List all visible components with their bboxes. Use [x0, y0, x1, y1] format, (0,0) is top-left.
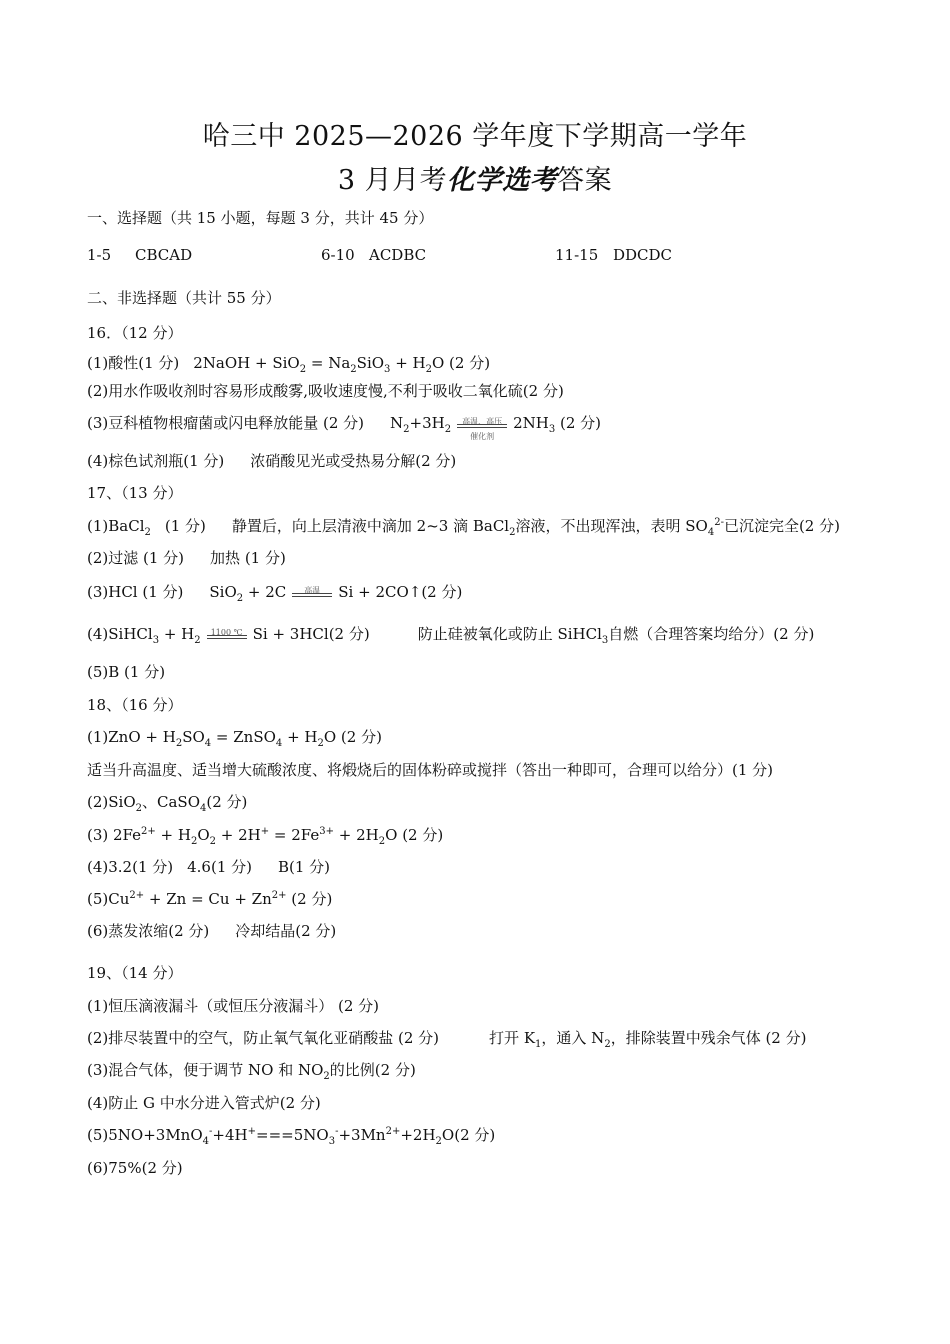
q19-line4: (4)防止 G 中水分进入管式炉(2 分) [87, 1094, 321, 1112]
title-prefix: 3 月月考 [337, 165, 448, 196]
equal-arrow-icon: 1100 ℃ [205, 625, 249, 645]
q18-line3: (2)SiO$_2$、CaSO$_4$(2 分) [87, 793, 248, 814]
q19-line6: (6)75%(2 分) [87, 1159, 183, 1177]
q17-line4: (4)SiHCl$_3$ + $H_2$ 1100 ℃ Si + 3HCl(2 分) 防止硅被氧化或防止 SiHCl$_3$自燃（合理答案均给分）(2 分) [87, 625, 815, 646]
q16-line1: (1)酸性(1 分) 2NaOH + $SiO_2 = Na_2SiO_3 + H_2O$ (2 分) [87, 354, 491, 375]
q17-line2: (2)过滤 (1 分) 加热 (1 分) [87, 549, 286, 567]
q16-heading: 16．（12 分） [87, 324, 183, 342]
q17-heading: 17、（13 分） [87, 484, 183, 502]
q16-line3: (3)豆科植物根瘤菌或闪电释放能量 (2 分) $N_2+3H_2$ 高温、高压 催化剂 $2NH_3$ (2 分) [87, 414, 602, 441]
document-title-line1: 哈三中 2025—2026 学年度下学期高一学年 [202, 121, 748, 152]
section1-heading: 一、选择题（共 15 小题，每题 3 分，共计 45 分） [87, 209, 434, 227]
q17-line5: (5)B (1 分) [87, 663, 166, 681]
title-suffix: 答案 [557, 165, 613, 196]
q18-line1: $(1)ZnO + H_2SO_4$ = ZnSO$_4$ + $H_2O$ (2 分) [87, 728, 382, 749]
choice-answers-row [87, 245, 887, 265]
title-emphasis: 化学选考 [447, 165, 558, 196]
reversible-arrow-icon: 高温、高压 催化剂 [455, 414, 509, 434]
answer-range-2: 6-10 [321, 246, 355, 264]
q19-line5: $(5)5NO+3MnO_4^-+4H^+===5NO_3^-+3Mn^{2+}+2H_2O(2$ 分) [87, 1126, 496, 1147]
q19-line3: (3)混合气体，便于调节 NO 和 $NO_2$的比例(2 分) [87, 1061, 416, 1082]
answer-letters-3: DDCDC [613, 246, 673, 264]
q19-line2: (2)排尽装置中的空气，防止氧气氧化亚硝酸盐 (2 分) 打开 $K_1$，通入 $N_2$，排除装置中残余气体 (2 分) [87, 1029, 807, 1050]
q18-line7: (6)蒸发浓缩(2 分) 冷却结晶(2 分) [87, 922, 337, 940]
section2-heading: 二、非选择题（共计 55 分） [87, 289, 281, 307]
q18-line2: 适当升高温度、适当增大硫酸浓度、将煅烧后的固体粉碎或搅拌（答出一种即可，合理可以给分）(1 分) [87, 761, 774, 779]
q19-heading: 19、（14 分） [87, 964, 183, 982]
q18-heading: 18、（16 分） [87, 696, 183, 714]
answer-range-3: 11-15 [555, 246, 599, 264]
q17-line1: (1)BaCl$_2$ (1 分) 静置后，向上层清液中滴加 2~3 滴 BaCl$_2$溶液，不出现浑浊，表明 $SO_4^{2-}$已沉淀完全(2 分) [87, 517, 840, 538]
answer-letters-2: ACDBC [369, 246, 427, 264]
q18-line5: (4)3.2(1 分) 4.6(1 分) B(1 分) [87, 858, 331, 876]
answer-letters-1: CBCAD [135, 246, 193, 264]
q16-line4: (4)棕色试剂瓶(1 分) 浓硝酸见光或受热易分解(2 分) [87, 452, 457, 470]
answer-range-1: 1-5 [87, 246, 112, 264]
document-title-line2 [0, 158, 950, 197]
q18-line6: $(5)Cu^{2+} + Zn = Cu + Zn^{2+}$ (2 分) [87, 890, 333, 908]
q17-line3: (3)HCl (1 分) SiO$_2$ + 2C 高温 Si + 2CO↑(2 分) [87, 583, 463, 604]
equal-arrow-icon: 高温 [290, 583, 334, 603]
q16-line2: (2)用水作吸收剂时容易形成酸雾,吸收速度慢,不利于吸收二氧化硫(2 分) [87, 382, 564, 400]
q18-line4: (3) $2Fe^{2+} + H_2O_2 + 2H^+ = 2Fe^{3+} + 2H_2O$ (2 分) [87, 826, 444, 847]
q19-line1: (1)恒压滴液漏斗（或恒压分液漏斗） (2 分) [87, 997, 380, 1015]
